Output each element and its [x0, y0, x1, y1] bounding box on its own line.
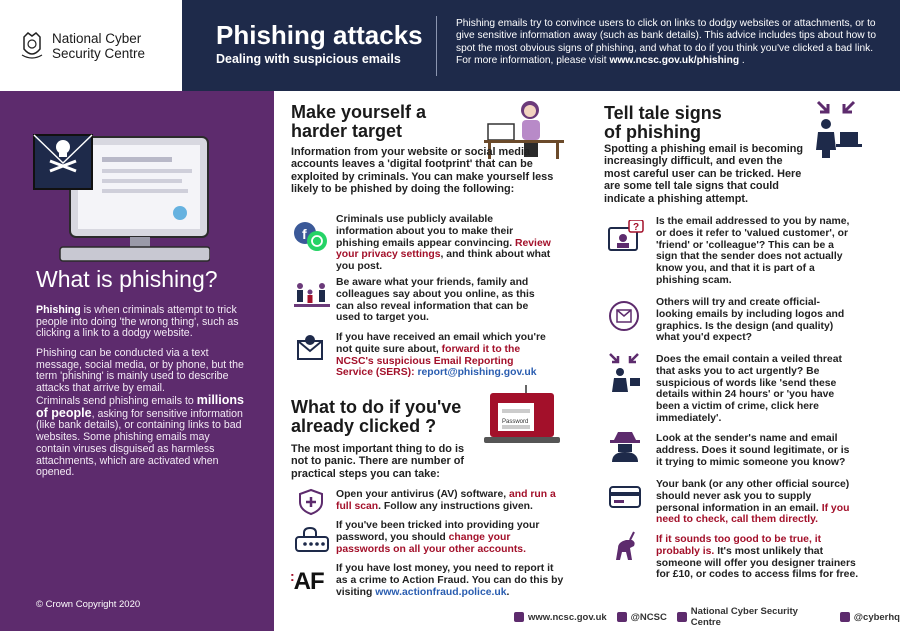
- already-clicked-heading: What to do if you've already clicked ?: [291, 397, 462, 436]
- friends-family-tip: Be aware what your friends, family and colleagues say about you online, as this can also reveal information that can be used to target you.: [336, 277, 535, 324]
- page-subtitle: Dealing with suspicious emails: [216, 52, 401, 66]
- instagram-icon: [840, 612, 850, 622]
- change-passwords-tip: If you've been tricked into providing your password, you should change your passwords on all your other accounts.: [336, 520, 540, 555]
- official-looking-sign: Others will try and create official-looking emails by including logos and graphics. Is the design (and quality) what you'd expect?: [656, 297, 845, 344]
- svg-text:?: ?: [633, 222, 640, 233]
- hooked-laptop-illustration: [482, 385, 562, 449]
- report-phishing-link[interactable]: report@phishing.gov.uk: [417, 367, 537, 379]
- globe-icon: [514, 612, 524, 622]
- antivirus-scan-tip: Open your antivirus (AV) software, and run a full scan. Follow any instructions given.: [336, 489, 556, 512]
- phishing-monitor-illustration: [30, 123, 210, 263]
- header-description: Phishing emails try to convince users to click on links to dodgy websites or attachments, or to give sensitive information away (such as bank details). This advice includes tips about how to spot the most obvious signs of phishing, and what to do if you think you've clicked a bad link. For more information, please visit www.ncsc.gov.uk/phishing .: [456, 18, 876, 67]
- royal-crest-icon: [20, 31, 44, 61]
- tell-tale-lead: Spotting a phishing email is becoming increasingly difficult, and even the most careful user can be tricked. Here are some tell tale signs that could indicate a phishing attempt.: [604, 143, 804, 205]
- footer-website[interactable]: www.ncsc.gov.uk: [514, 612, 607, 623]
- copyright: © Crown Copyright 2020: [36, 599, 141, 610]
- tell-tale-signs-heading: Tell tale signs of phishing: [604, 103, 722, 142]
- skull-email-icon: [296, 333, 324, 363]
- ncsc-phishing-link[interactable]: www.ncsc.gov.uk/phishing: [609, 55, 740, 67]
- family-icon: [292, 282, 332, 310]
- what-is-phishing-panel: [0, 91, 274, 631]
- footer-instagram[interactable]: @cyberhq: [840, 612, 900, 623]
- digital-footprint-lead: Information from your website or social media accounts leaves a 'digital footprint' that can be exploited by criminals. You can make yourself less likely to be phished by doing the following:: [291, 146, 554, 196]
- twitter-icon: [617, 612, 627, 622]
- phishing-definition: Phishing is when criminals attempt to trick people into doing 'the wrong thing', such as clicking a link to a dodgy website.: [36, 304, 239, 340]
- password-field-label: Password: [502, 419, 529, 425]
- what-is-phishing-heading: What is phishing?: [36, 266, 218, 292]
- too-good-to-be-true-sign: If it sounds too good to be true, it probably is. It's most unlikely that someone will offer you designer trainers for £10, or codes to access films for free.: [656, 534, 859, 581]
- bank-card-icon: [608, 485, 642, 509]
- svg-text:f: f: [302, 226, 307, 242]
- header-divider: [436, 16, 437, 76]
- official-logo-icon: [608, 300, 640, 332]
- footer: [274, 603, 900, 631]
- password-padlock-icon: [294, 527, 330, 553]
- phishing-scale: Criminals send phishing emails to millions of people, asking for sensitive information (like bank details), or containing links to bad websites. Some phishing emails may contain viruses disguised as harmless attachments, which are activated when opened.: [36, 393, 244, 479]
- veiled-threat-sign: Does the email contain a veiled threat that asks you to act urgently? Be suspicious of words like 'send these details within 24 hours' or 'you have been a victim of crime, click here immediately'.: [656, 354, 842, 424]
- dont-panic-lead: The most important thing to do is not to panic. There are number of practical steps you can take:: [291, 443, 465, 480]
- social-media-icon: [292, 220, 328, 252]
- action-fraud-logo: :AF: [290, 568, 324, 595]
- stressed-user-illustration: [808, 100, 864, 160]
- footer-twitter[interactable]: @NCSC: [617, 612, 667, 623]
- addressed-question-icon: [607, 220, 645, 252]
- action-fraud-link[interactable]: www.actionfraud.police.uk: [375, 586, 507, 598]
- privacy-settings-tip: Criminals use publicly available information about you to make their phishing emails appear convincing. Review your privacy settings, and think about what you post.: [336, 214, 551, 273]
- report-fraud-tip: If you have lost money, you need to report it as a crime to Action Fraud. You can do this by visiting www.actionfraud.police.uk.: [336, 563, 564, 598]
- sender-name-sign: Look at the sender's name and email address. Does it sound legitimate, or is it trying to mimic someone you know?: [656, 433, 850, 468]
- logo-text-line2: Security Centre: [52, 45, 146, 61]
- footer-linkedin[interactable]: National Cyber Security Centre: [677, 606, 830, 628]
- report-email-tip: If you have received an email which you're not quite sure about, forward it to the NCSC's suspicious Email Reporting Service (SERS): report@phishing.gov.uk: [336, 332, 546, 379]
- bank-request-sign: Your bank (or any other official source) should never ask you to supply personal information in an email. If you need to check, call them directly.: [656, 479, 850, 526]
- linkedin-icon: [677, 612, 687, 622]
- unicorn-icon: [610, 530, 644, 564]
- logo-text-line1: National Cyber: [52, 30, 142, 46]
- ncsc-logo: [0, 0, 182, 91]
- antivirus-shield-icon: [298, 488, 324, 516]
- phishing-channels: Phishing can be conducted via a text message, social media, or by phone, but the term 'phishing' is mainly used to describe attacks that arrive by email.: [36, 347, 244, 395]
- impostor-icon: [608, 428, 642, 464]
- addressed-by-name-sign: Is the email addressed to you by name, or does it refer to 'valued customer', or 'friend' or 'colleague'? This can be a sign that the sender does not actually know you, and that it is part of a phishing scam.: [656, 216, 850, 286]
- urgent-threat-icon: [606, 352, 642, 396]
- page-title: Phishing attacks: [216, 20, 423, 50]
- make-harder-target-heading: Make yourself a harder target: [291, 102, 427, 141]
